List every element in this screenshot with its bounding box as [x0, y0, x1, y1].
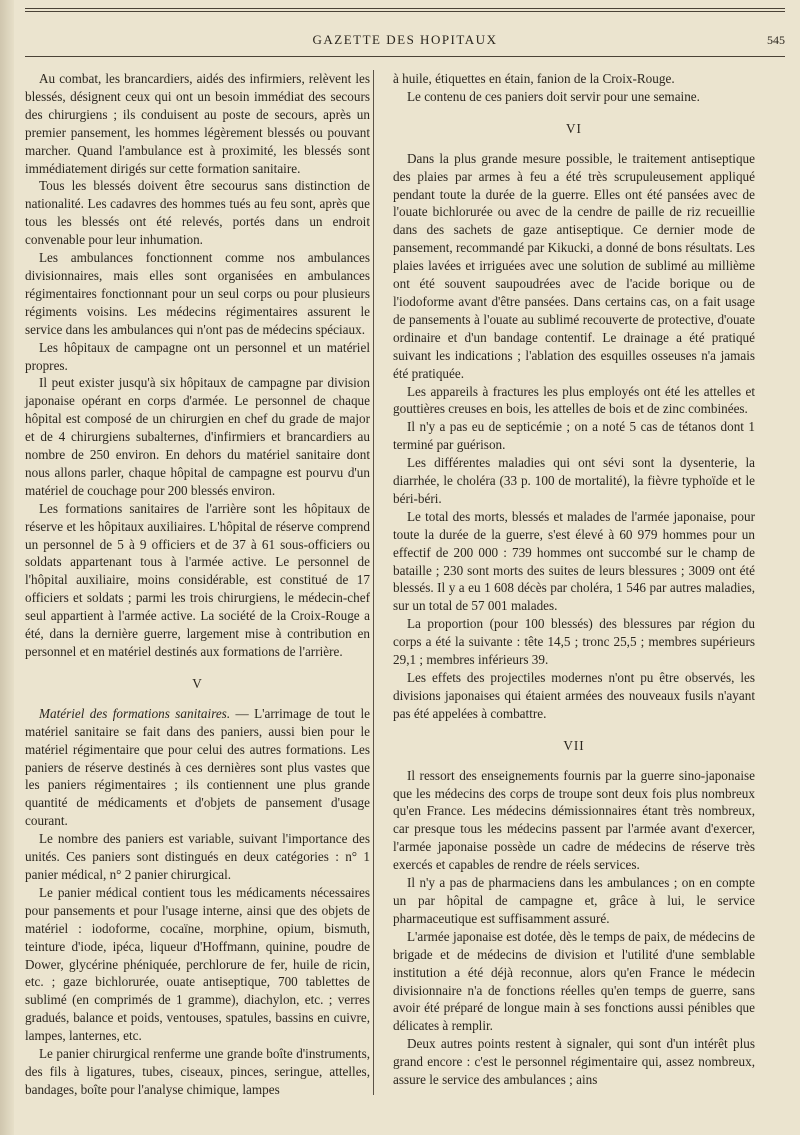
page-number: 545 — [767, 33, 785, 47]
paragraph: Les différentes maladies qui ont sévi sont la dysenterie, la diarrhée, le choléra (33 p. 100 de mortalité), la fièvre typhoïde et le béri-béri. — [393, 455, 755, 506]
paragraph: Les ambulances fonctionnent comme nos ambulances divisionnaires, mais elles sont organisées en ambulances régimentaires fonctionnant pour un seul corps ou pour plusieurs régiments voisins. Les médecins régimentaires assurent le service dans les ambulances qui n'ont pas de médecins spéciaux. — [25, 250, 370, 337]
paragraph: Dans la plus grande mesure possible, le traitement antiseptique des plaies par armes à feu a été très scrupuleusement appliqué pendant toute la durée de la guerre. Elles ont été pansées avec de l'ouate bichlorurée ou avec de la cendre de paille de riz recueillie dans des sachets de gaze antiseptique. Ce dernier mode de pansement, recommandé par Kikucki, a donné de bons résultats. Les plaies lavées et irriguées avec une solution de sublimé au millième ont été souvent saupoudrées avec de l'acide borique ou de l'iodoforme avant d'être pansées. Dans certains cas, on a fait usage de pansements à l'ouate au sublimé recouverte de protective, d'ouate ordinaire et d'un bandage contentif. Le drainage a été pratiqué suivant les indications ; l'ablation des esquilles osseuses n'a jamais été pratiquée. — [393, 150, 755, 381]
paragraph: Au combat, les brancardiers, aidés des infirmiers, relèvent les blessés, désignent ceux qui ont un besoin immédiat des secours des chirurgiens ; ils conduisent au poste de secours, après un premier pansement, les hommes légèrement blessés ou pouvant marcher. Quand l'ambulance est à proximité, les blessés sont immédiatement dirigés sur cette formation sanitaire. — [25, 71, 370, 176]
paragraph: Le total des morts, blessés et malades de l'armée japonaise, pour toute la durée de la guerre, s'est élevé à 60 979 hommes pour un effectif de 200 000 : 739 hommes ont succombé sur le champ de bataille ; 230 sont morts des suites de leurs blessures ; 3009 ont été blessés. Il y a eu 1 608 décès par choléra, 1 546 par autres maladies, sur un total de 57 001 malades. — [393, 508, 755, 614]
right-column — [393, 70, 755, 1089]
paragraph: Il ressort des enseignements fournis par la guerre sino-japonaise que les médecins des corps de troupe sont deux fois plus nombreux qu'en France. Les médecins démissionnaires étant très nombreux, car presque tous les médecins passent par l'armée avant d'exercer, l'armée japonaise possède un cadre de médecins de réserve très exercés et capables de rendre de réels services. — [393, 767, 755, 873]
paragraph: Les effets des projectiles modernes n'ont pu être observés, les divisions japonaises qui étaient armées des nouveaux fusils n'ayant pas été appelées à combattre. — [393, 670, 755, 721]
subsection-title: Matériel des formations sanitaires. — [39, 705, 231, 721]
paragraph: Les appareils à fractures les plus employés ont été les attelles et gouttières creuses en bois, les attelles de bois et de zinc combinées. — [393, 383, 755, 417]
paragraph: Il n'y a pas de pharmaciens dans les ambulances ; on en compte un par hôpital de campagne et, grâce à lui, le service pharmaceutique est suffisamment assuré. — [393, 875, 755, 926]
section-heading-vii: VII — [563, 737, 585, 753]
paragraph: Les formations sanitaires de l'arrière sont les hôpitaux de réserve et les hôpitaux auxiliaires. L'hôpital de réserve comprend un personnel de 5 à 9 officiers et de 37 à 61 sous-officiers ou soldats appartenant tous à l'armée active. Le personnel de l'hôpital auxiliaire, moins considérable, est constitué de 17 officiers et soldats ; parmi les trois chirurgiens, le médecin-chef seul appartient à l'armée active. La société de la Croix-Rouge a été, dans la dernière guerre, largement mise à contribution en personnel et en matériel destinés aux formations de l'arrière. — [25, 500, 370, 659]
column-divider — [373, 70, 374, 1095]
paragraph: Le panier médical contient tous les médicaments nécessaires pour pansements et pour l'usage interne, ainsi que des objets de matériel : iodoforme, cocaïne, morphine, opium, bismuth, teinture d'iode, ipéca, liqueur d'Hoffmann, quinine, poudre de Dower, glycérine phéniquée, perchlorure de fer, huile de ricin, etc. ; gaze bichlorurée, ouate antiseptique, 700 tablettes de sublimé (en comprimés de 1 gramme), diachylon, etc. ; verres gradués, balance et poids, ventouses, spatules, bassins en cuivre, lampes, lanternes, etc. — [25, 884, 370, 1044]
page-binding-edge — [0, 0, 14, 1135]
paragraph: Les hôpitaux de campagne ont un personnel et un matériel propres. — [25, 339, 370, 373]
paragraph: Tous les blessés doivent être secourus sans distinction de nationalité. Les cadavres des hommes tués au feu sont, après que tous les blessés ont été relevés, portés dans un endroit convenable pour leur inhumation. — [25, 178, 370, 248]
section-heading-v: V — [192, 675, 203, 691]
paragraph: L'armée japonaise est dotée, dès le temps de paix, de médecins de brigade et de médecins de division et l'utilité d'une semblable institution a été déjà reconnue, alors qu'en France le médecin divisionnaire n'a de fonctions réelles qu'en temps de guerre, sans avoir été préparé de longue main à ses fonctions aussi pénibles que délicates à remplir. — [393, 928, 755, 1034]
paragraph: La proportion (pour 100 blessés) des blessures par région du corps a été la suivante : tête 14,5 ; tronc 25,5 ; membres supérieurs 29,1 ; membres inférieurs 39. — [393, 616, 755, 668]
left-column — [25, 70, 370, 1099]
header-rule — [25, 56, 785, 57]
paragraph: Il n'y a pas eu de septicémie ; on a noté 5 cas de tétanos dont 1 terminé par guérison. — [393, 419, 755, 453]
paragraph: Deux autres points restent à signaler, qui sont d'un intérêt plus grand encore : c'est le personnel régimentaire qui, assez nombreux, assure le service des ambulances ; ains — [393, 1036, 755, 1088]
paragraph: Le contenu de ces paniers doit servir pour une semaine. — [407, 88, 700, 104]
running-header — [25, 32, 785, 52]
top-rule-secondary — [25, 11, 785, 12]
paragraph: Le nombre des paniers est variable, suivant l'importance des unités. Ces paniers sont distingués en deux catégories : n° 1 panier médical, n° 2 panier chirurgical. — [25, 831, 370, 882]
journal-title: GAZETTE DES HOPITAUX — [312, 32, 498, 47]
paragraph-text: — L'arrimage de tout le matériel sanitaire se fait dans des paniers, aussi bien pour le matériel régimentaire que pour celui des autres formations. Les paniers de réserve destinés à ces dernières sont plus vastes que les paniers régimentaires ; ils contiennent une plus grande quantité de médicaments et d'objets de pansement d'usage courant. — [25, 705, 370, 829]
paragraph: Le panier chirurgical renferme une grande boîte d'instruments, des fils à ligatures, tubes, ciseaux, pinces, seringue, attelles, bandages, boîte pour l'analyse chimique, lampes — [25, 1046, 370, 1097]
paragraph — [25, 705, 370, 830]
section-heading-vi: VI — [566, 120, 582, 136]
paragraph: Il peut exister jusqu'à six hôpitaux de campagne par division japonaise opérant en corps d'armée. Le personnel de chaque hôpital est composé de un chirurgien en chef du grade de major et de 4 chirurgiens subalternes, d'infirmiers et brancardiers au nombre de 250 environ. En dehors du matériel sanitaire dont nous allons parler, chaque hôpital de campagne est pourvu d'un matériel de couchage pour 200 blessés environ. — [25, 375, 370, 498]
top-rule — [25, 8, 785, 9]
paragraph-continued: à huile, étiquettes en étain, fanion de la Croix-Rouge. — [393, 71, 675, 86]
